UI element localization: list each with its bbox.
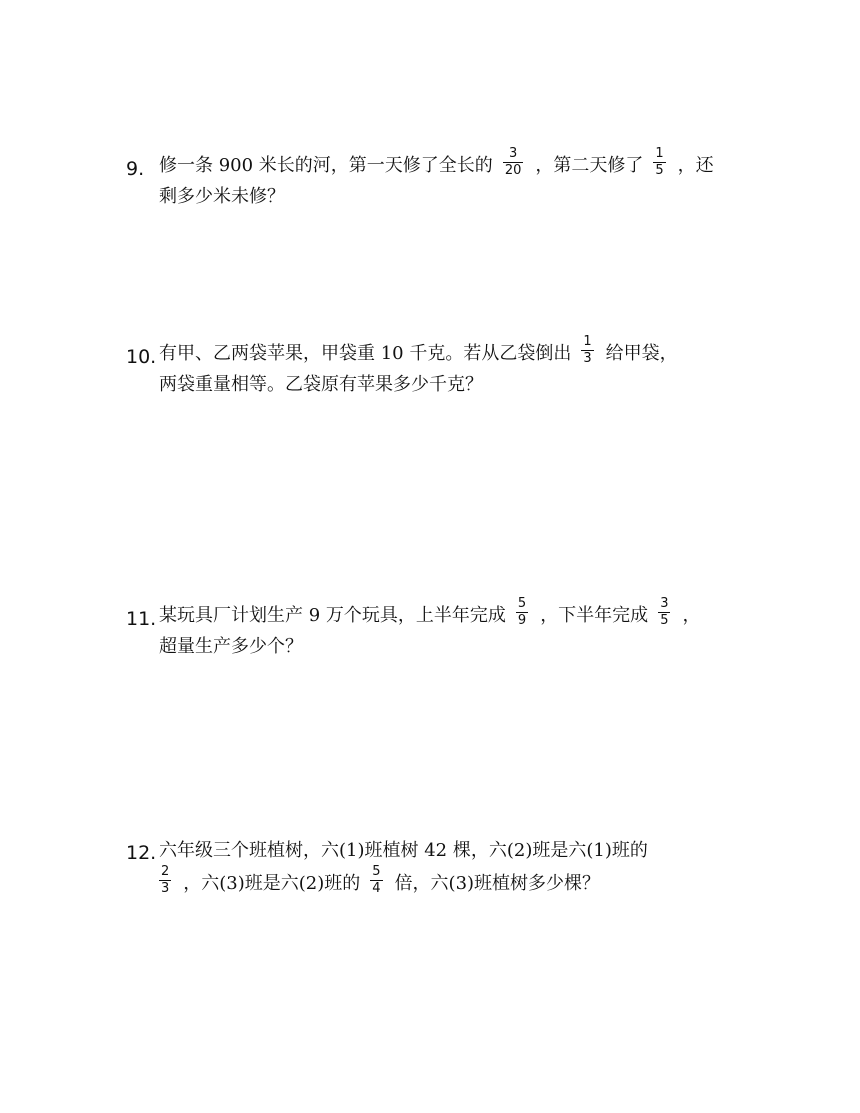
text-segment: 给甲袋，: [605, 342, 678, 364]
numerator: 1: [583, 334, 592, 349]
problem-text-line-2: [159, 638, 303, 656]
text-segment: ，还: [677, 154, 714, 176]
problem-number: 10.: [126, 346, 157, 368]
fraction-5-4: [370, 865, 382, 897]
text-segment: 剩多少米未修？: [159, 186, 285, 207]
problem-text-line-1: [159, 334, 678, 370]
fraction-3-5: [658, 597, 670, 629]
fraction-2-3: [159, 865, 171, 897]
numerator: 2: [161, 864, 170, 879]
denominator: 5: [655, 163, 664, 179]
denominator: 20: [504, 163, 522, 179]
fraction-1-3: [581, 335, 593, 367]
problem-text-line-1: [159, 146, 714, 182]
problem-text-line-1: [159, 596, 701, 632]
problem-text-line-1: [159, 842, 648, 860]
fraction-1-5: [653, 147, 665, 179]
text-segment: ，下半年完成: [540, 604, 649, 626]
problem-text-line-2: [159, 376, 483, 394]
problem-number: 11.: [126, 608, 157, 630]
problem-number: 9.: [126, 158, 145, 180]
text-segment: ，第二天修了: [535, 154, 644, 176]
denominator: 9: [517, 613, 527, 629]
problem-text-line-2: [159, 864, 601, 900]
problem-number: 12.: [126, 842, 157, 864]
denominator: 3: [161, 881, 170, 897]
fraction-5-9: [516, 597, 528, 629]
denominator: 3: [583, 351, 592, 367]
text-segment: 修一条 900 米长的河，第一天修了全长的: [159, 154, 493, 176]
numerator: 1: [655, 146, 664, 161]
fraction-3-20: [503, 147, 524, 179]
text-segment: ，六(3)班是六(2)班的: [183, 872, 361, 894]
text-segment: 两袋重量相等。乙袋原有苹果多少千克？: [159, 374, 483, 395]
text-segment: ，: [682, 604, 701, 626]
text-segment: 有甲、乙两袋苹果，甲袋重 10 千克。若从乙袋倒出: [159, 342, 572, 364]
problem-text-line-2: [159, 188, 285, 206]
denominator: 5: [660, 613, 669, 629]
denominator: 4: [372, 881, 381, 897]
text-segment: 倍，六(3)班植树多少棵？: [394, 872, 601, 894]
numerator: 5: [372, 864, 381, 879]
numerator: 5: [517, 596, 527, 611]
numerator: 3: [660, 596, 669, 611]
numerator: 3: [508, 146, 518, 161]
text-segment: 六年级三个班植树，六(1)班植树 42 棵，六(2)班是六(1)班的: [159, 840, 648, 861]
text-segment: 某玩具厂计划生产 9 万个玩具，上半年完成: [159, 604, 506, 626]
text-segment: 超量生产多少个？: [159, 636, 303, 657]
